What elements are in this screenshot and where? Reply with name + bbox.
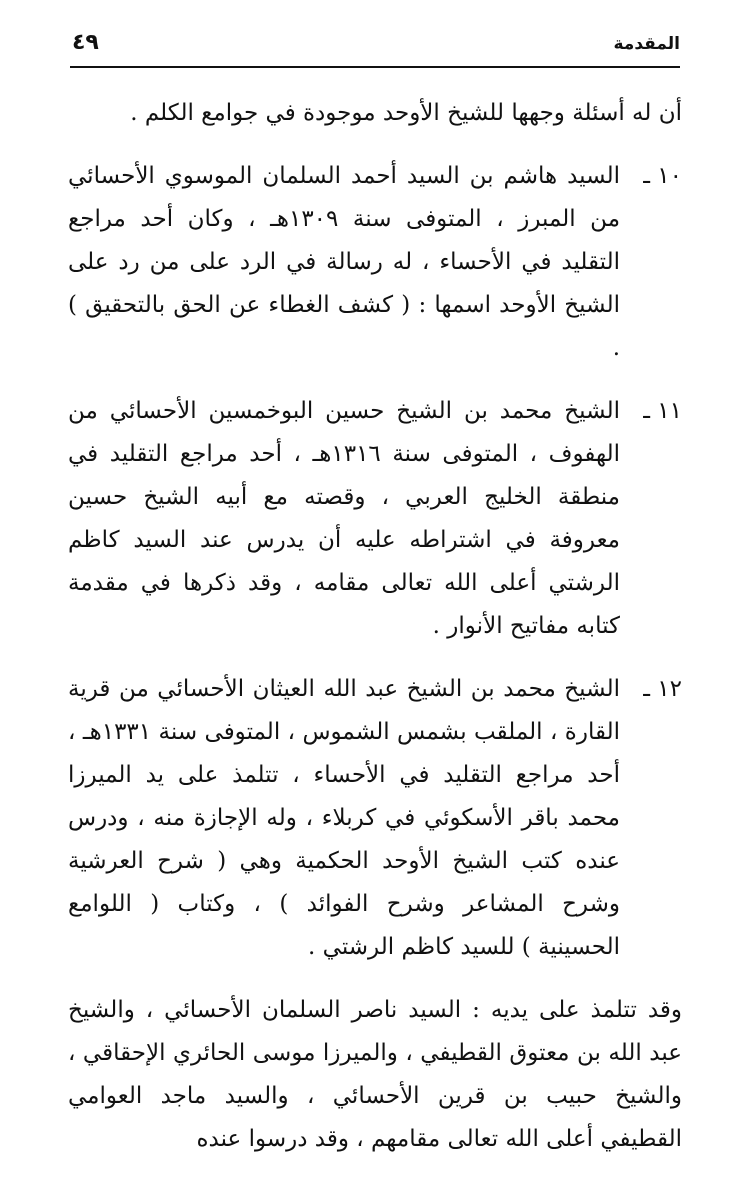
page-body xyxy=(68,92,682,1181)
item-text: السيد هاشم بن السيد أحمد السلمان الموسوي الأحسائي من المبرز ، المتوفى سنة ١٣٠٩هـ ، وكان أحد مراجع التقليد في الأحساء ، له رسالة في الرد على من رد على الشيخ الأوحد اسمها : ( كشف الغطاء عن الحق بالتحقيق ) . xyxy=(68,163,621,361)
list-item-10 xyxy=(68,155,682,370)
item-text: الشيخ محمد بن الشيخ حسين البوخمسين الأحسائي من الهفوف ، المتوفى سنة ١٣١٦هـ ، أحد مراجع التقليد في منطقة الخليج العربي ، وقصته مع أبيه الشيخ حسين معروفة في اشتراطه عليه أن يدرس عند السيد كاظم الرشتي أعلى الله تعالى مقامه ، وقد ذكرها في مقدمة كتابه مفاتيح الأنوار . xyxy=(68,398,620,639)
page-number: ٤٩ xyxy=(72,30,99,55)
item-number: ١٢ ـ xyxy=(643,676,682,702)
intro-paragraph: أن له أسئلة وجهها للشيخ الأوحد موجودة في جوامع الكلم . xyxy=(130,100,682,126)
closing-paragraph: وقد تتلمذ على يديه : السيد ناصر السلمان الأحسائي ، والشيخ عبد الله بن معتوق القطيفي ، والميرزا موسى الحائري الإحقاقي ، والشيخ حبيب بن قرين الأحسائي ، والسيد ماجد العوامي القطيفي أعلى الله تعالى مقامهم ، وقد درسوا عنده xyxy=(68,997,682,1152)
page-header xyxy=(70,30,680,68)
item-text: الشيخ محمد بن الشيخ عبد الله العيثان الأحسائي من قرية القارة ، الملقب بشمس الشموس ، المتوفى سنة ١٣٣١هـ ، أحد مراجع التقليد في الأحساء ، تتلمذ على يد الميرزا محمد باقر الأسكوئي في كربلاء ، وله الإجازة منه ، ودرس عنده كتب الشيخ الأوحد الحكمية وهي ( شرح العرشية وشرح المشاعر وشرح الفوائد ) ، وكتاب ( اللوامع الحسينية ) للسيد كاظم الرشتي . xyxy=(68,676,620,960)
list-item-11 xyxy=(68,390,682,648)
item-number: ١١ ـ xyxy=(643,398,682,424)
item-number: ١٠ ـ xyxy=(643,163,682,189)
list-item-12 xyxy=(68,668,682,969)
running-title: المقدمة xyxy=(613,34,680,54)
